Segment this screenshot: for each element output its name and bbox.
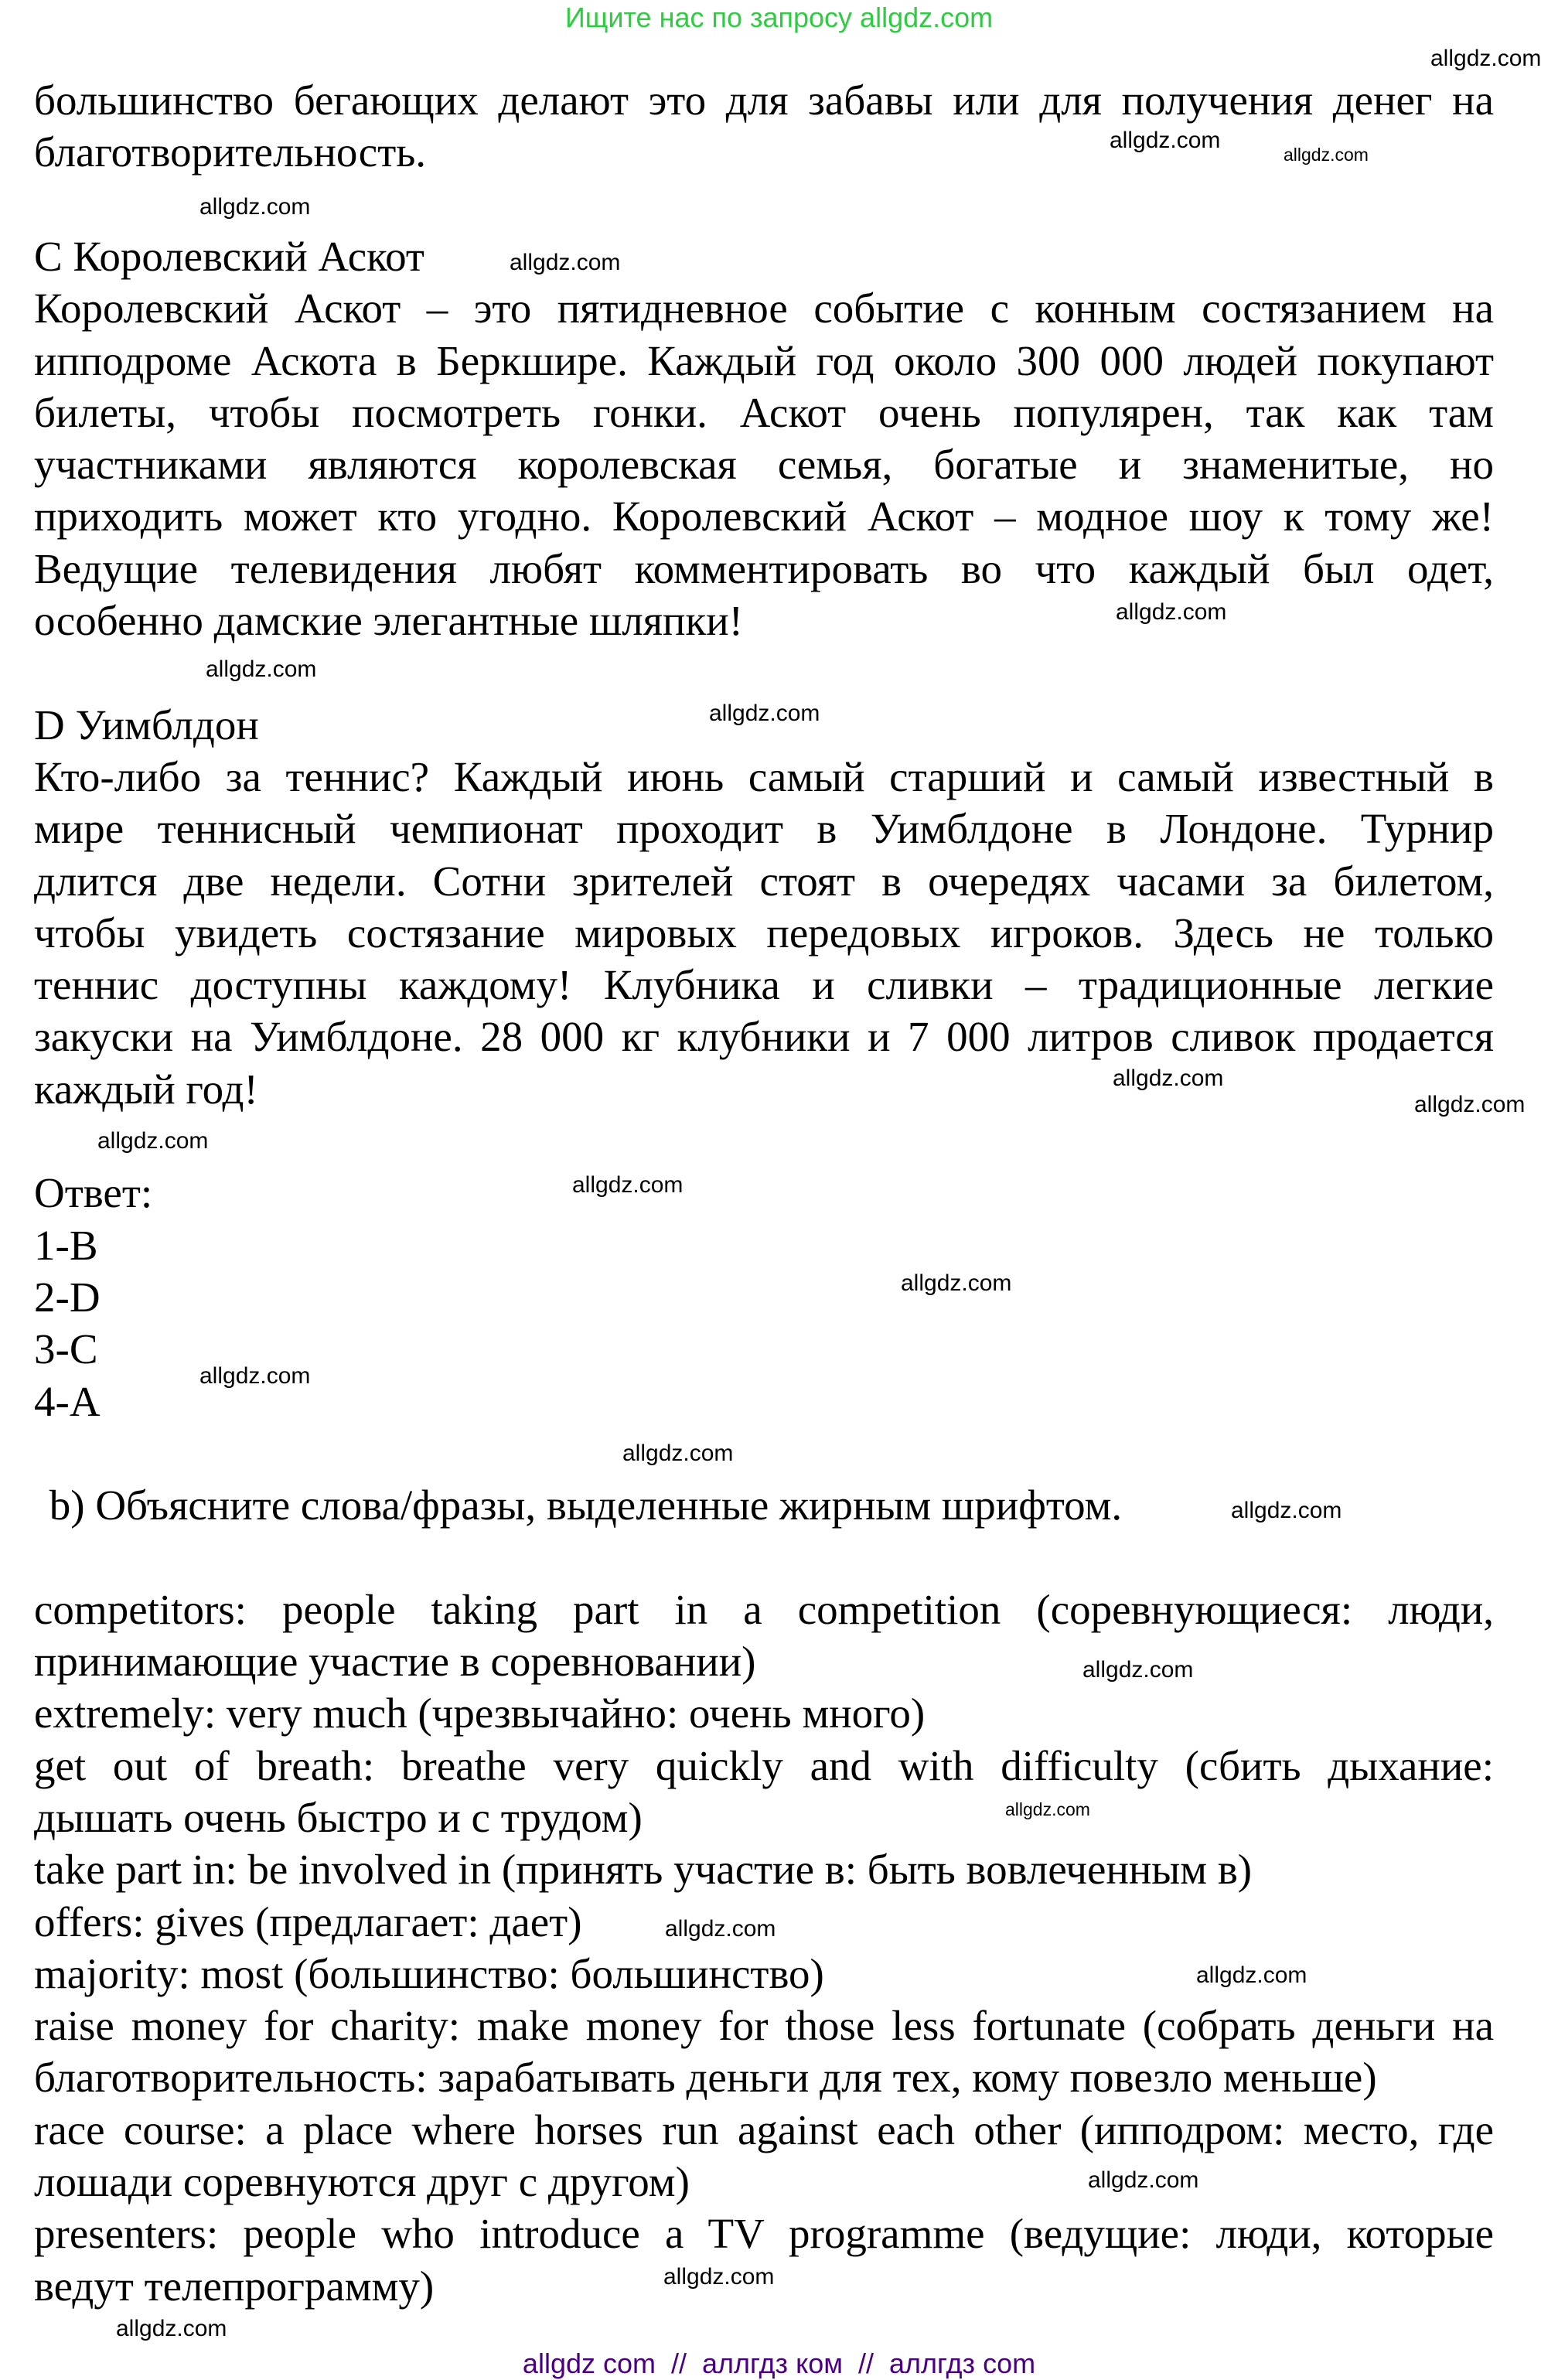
text-line: мире теннисный чемпионат проходит в Уимблдоне в Лондоне. Турнир [34, 805, 1494, 853]
watermark: allgdz.com [1113, 1066, 1224, 1091]
watermark: allgdz.com [1082, 1657, 1194, 1683]
watermark: allgdz.com [199, 194, 311, 220]
text-line: особенно дамские элегантные шляпки! [34, 597, 743, 644]
text-line: длится две недели. Сотни зрителей стоят в очередях часами за билетом, [34, 857, 1494, 905]
text-line: дышать очень быстро и с трудом) [34, 1793, 643, 1841]
text-line: 2-D [34, 1273, 101, 1321]
watermark: allgdz.com [663, 2264, 775, 2290]
text-line: race course: a place where horses run against each other (ипподром: место, где [34, 2106, 1494, 2153]
watermark: allgdz.com [199, 1363, 311, 1389]
text-line: благотворительность: зарабатывать деньги для тех, кому повезло меньше) [34, 2054, 1377, 2102]
text-line: Ответ: [34, 1169, 153, 1217]
watermark: allgdz.com [1116, 599, 1227, 625]
text-line: ведут телепрограмму) [34, 2262, 435, 2310]
watermark: allgdz.com [901, 1270, 1012, 1296]
text-line: extremely: very much (чрезвычайно: очень много) [34, 1690, 926, 1737]
search-banner[interactable]: Ищите нас по запросу allgdz.com [564, 2, 994, 33]
text-line: закуски на Уимблдоне. 28 000 кг клубники и 7 000 литров сливок продается [34, 1013, 1494, 1061]
watermark: allgdz.com [1231, 1498, 1342, 1523]
watermark: allgdz.com [1196, 1962, 1307, 1988]
text-line: благотворительность. [34, 128, 427, 176]
text-line: D Уимблдон [34, 701, 259, 748]
watermark: allgdz.com [1088, 2167, 1199, 2193]
text-line: 1-B [34, 1221, 98, 1269]
watermark: allgdz.com [572, 1172, 684, 1198]
text-line: билеты, чтобы посмотреть гонки. Аскот очень популярен, так как там [34, 388, 1494, 436]
text-line: ипподроме Аскота в Беркшире. Каждый год около 300 000 людей покупают [34, 336, 1494, 384]
text-line: raise money for charity: make money for those less fortunate (собрать деньги на [34, 2002, 1494, 2050]
text-line: Королевский Аскот – это пятидневное событие с конным состязанием на [34, 285, 1494, 332]
text-line: majority: most (большинство: большинство) [34, 1949, 824, 1997]
text-line: C Королевский Аскот [34, 232, 424, 280]
watermark: allgdz.com [622, 1441, 734, 1466]
watermark: allgdz.com [97, 1128, 209, 1154]
text-line: лошади соревнуются друг с другом) [34, 2158, 690, 2205]
watermark: allgdz.com [1005, 1799, 1090, 1819]
text-line: offers: gives (предлагает: дает) [34, 1898, 582, 1945]
watermark: allgdz.com [709, 701, 820, 726]
text-line: 3-C [34, 1325, 98, 1373]
text-line: участниками являются королевская семья, богатые и знаменитые, но [34, 441, 1494, 489]
text-line: 4-A [34, 1377, 101, 1425]
watermark: allgdz.com [1110, 128, 1221, 153]
text-line: Ведущие телевидения любят комментировать во что каждый был одет, [34, 544, 1494, 592]
watermark: allgdz.com [1414, 1092, 1526, 1117]
text-line: большинство бегающих делают это для забавы или для получения денег на [34, 77, 1494, 124]
text-line: get out of breath: breathe very quickly and with difficulty (сбить дыхание: [34, 1741, 1494, 1789]
text-line: b) Объясните слова/фразы, выделенные жирным шрифтом. [39, 1482, 1123, 1529]
text-line: чтобы увидеть состязание мировых передовых игроков. Здесь не только [34, 909, 1494, 956]
text-line: теннис доступны каждому! Клубника и сливки – традиционные легкие [34, 961, 1494, 1009]
watermark: allgdz.com [510, 250, 621, 275]
text-line: приходить может кто угодно. Королевский Аскот – модное шоу к тому же! [34, 493, 1494, 540]
watermark: allgdz.com [1430, 46, 1542, 71]
text-line: принимающие участие в соревновании) [34, 1638, 756, 1685]
footer-links[interactable]: allgdz com // аллгдз ком // аллгдз com [522, 2348, 1036, 2379]
watermark: allgdz.com [1284, 145, 1369, 165]
text-line: competitors: people taking part in a competition (соревнующиеся: люди, [34, 1585, 1494, 1633]
watermark: allgdz.com [206, 656, 317, 682]
text-line: Кто-либо за теннис? Каждый июнь самый старший и самый известный в [34, 752, 1494, 800]
watermark: allgdz.com [665, 1916, 776, 1942]
text-line: presenters: people who introduce a TV programme (ведущие: люди, которые [34, 2210, 1494, 2258]
text-line: каждый год! [34, 1065, 258, 1113]
watermark: allgdz.com [116, 2316, 227, 2341]
text-line: take part in: be involved in (принять участие в: быть вовлеченным в) [34, 1846, 1253, 1894]
